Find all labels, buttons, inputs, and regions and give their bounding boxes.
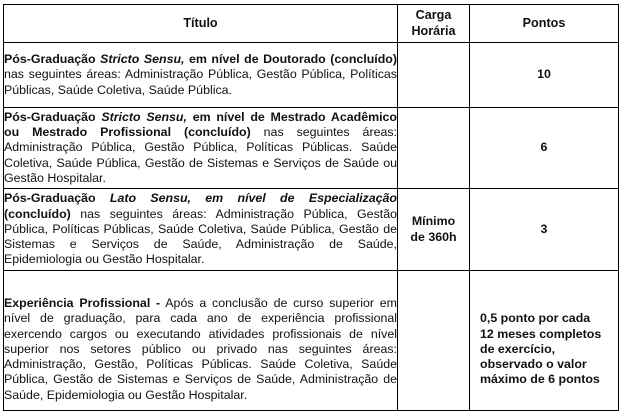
desc-bold-italic: Stricto Sensu,	[101, 109, 187, 124]
desc-bold: (concluído)	[4, 206, 71, 221]
header-pontos: Pontos	[470, 5, 619, 43]
desc-text: nas seguintes áreas: Administração Pública, Gestão Pública, Políticas Públicas, Saúde Coletiva, Saúde Pública, Gestão de Sistemas e Serviços de Saúde, Administração de Saúde, Epidemiologia ou Gestão Hospitalar.	[4, 206, 397, 267]
desc-bold: Experiência Profissional -	[4, 296, 161, 311]
row-description	[4, 43, 398, 108]
desc-bold: em nível de Mestrado Acadêmico ou Mestrado Profissional (concluído)	[4, 109, 398, 140]
scoring-table	[3, 4, 619, 411]
row-pontos: 10	[470, 43, 619, 108]
header-carga-line1: Carga	[415, 8, 452, 23]
table-row	[4, 189, 619, 271]
table-row	[4, 43, 619, 108]
carga-line1: Mínimo	[411, 214, 456, 229]
desc-text: nas seguintes áreas: Administração Pública, Gestão Pública, Políticas Públicas. Saúde Coletiva, Saúde Pública, Gestão de Sistemas e Serviços de Saúde ou Gestão Hospitalar.	[4, 125, 397, 185]
row-description	[4, 189, 398, 271]
header-carga-horaria	[398, 5, 470, 43]
header-titulo: Título	[4, 5, 398, 43]
row-pontos	[470, 271, 619, 411]
row-carga	[398, 189, 470, 271]
row-pontos: 3	[470, 189, 619, 271]
pontos-line: máximo de 6 pontos	[480, 372, 600, 387]
desc-bold-italic: Lato Sensu, em nível de Especialização	[109, 191, 397, 206]
pontos-line: 0,5 ponto por cada	[480, 311, 591, 326]
pontos-line: 12 meses completos	[480, 326, 602, 341]
desc-bold-italic: Stricto Sensu,	[100, 52, 185, 67]
row-carga	[398, 271, 470, 411]
row-description	[4, 108, 398, 189]
row-description	[4, 271, 398, 411]
desc-bold: Pós-Graduação	[4, 191, 110, 206]
desc-bold: Pós-Graduação	[4, 109, 102, 124]
table-row	[4, 108, 619, 189]
row-pontos: 6	[470, 108, 619, 189]
carga-line2: de 360h	[410, 229, 457, 244]
pontos-line: de exercício,	[480, 341, 556, 356]
desc-bold: em nível de Doutorado (concluído)	[184, 52, 397, 67]
table-header-row	[4, 5, 619, 43]
desc-text: nas seguintes áreas: Administração Pública, Gestão Pública, Políticas Públicas, Saúde Coletiva, Saúde Pública.	[4, 67, 397, 97]
table-row	[4, 271, 619, 411]
row-carga	[398, 108, 470, 189]
desc-text: Após a conclusão de curso superior em nível de graduação, para cada ano de experiência profissional exercendo cargos ou executando atividades profissionais de nível superior nos setores público ou privado nas seguintes áreas: Administração, Gestão, Políticas Públicas. Saúde Coletiva, Saúde Pública, Gestão de Sistemas e Serviços de Saúde, Administração de Saúde, Epidemiologia ou Gestão Hospitalar.	[4, 296, 397, 402]
header-carga-line2: Horária	[411, 23, 456, 38]
desc-bold: Pós-Graduação	[4, 52, 101, 67]
pontos-line: observado o valor	[480, 357, 587, 372]
row-carga	[398, 43, 470, 108]
